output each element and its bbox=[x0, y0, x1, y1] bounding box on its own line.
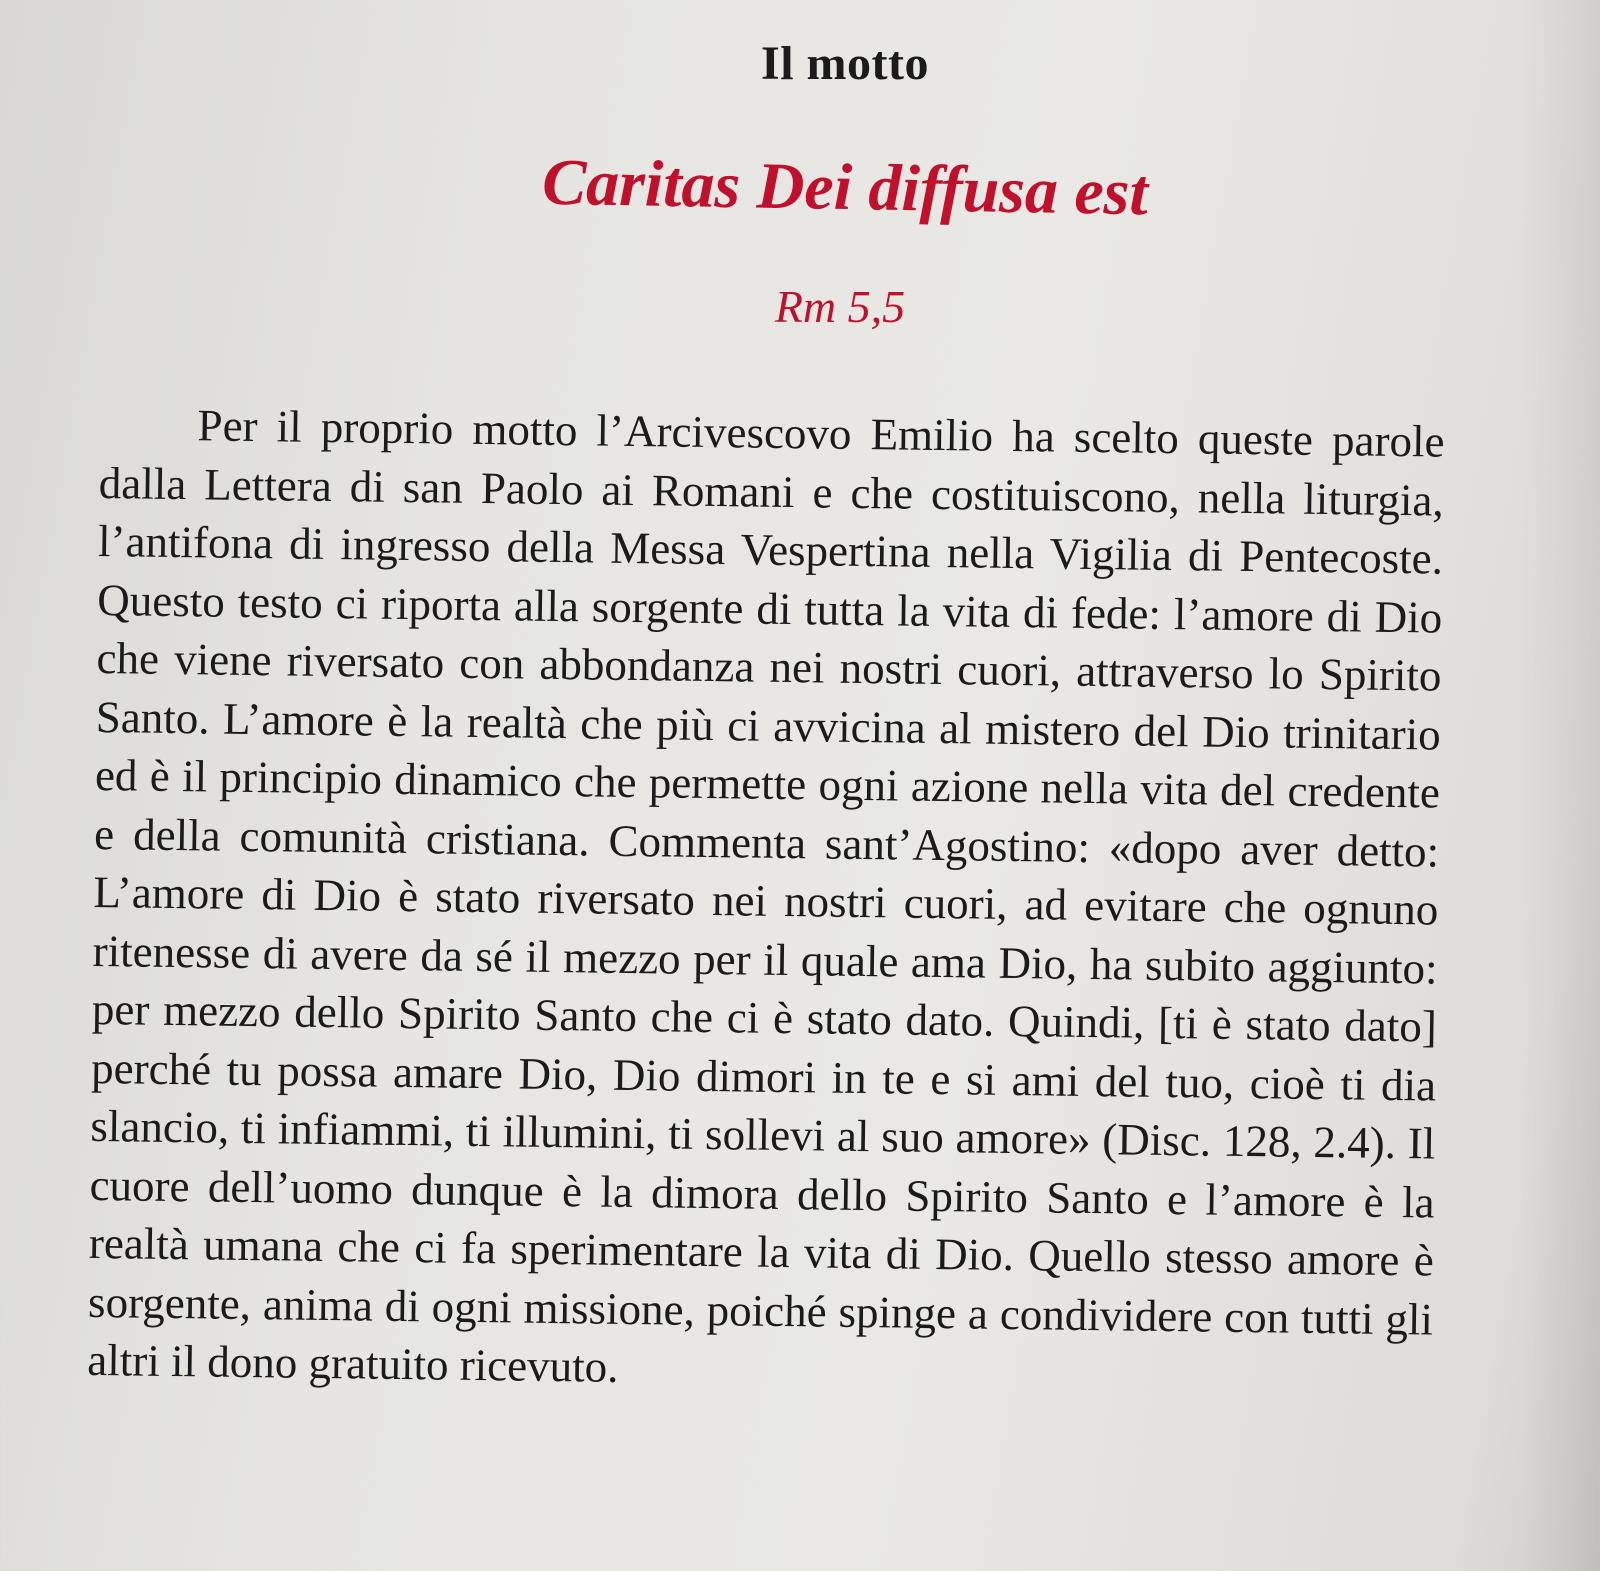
motto-title: Caritas Dei diffusa est bbox=[541, 145, 1149, 230]
scripture-reference: Rm 5,5 bbox=[774, 281, 906, 332]
section-heading: Il motto bbox=[761, 37, 929, 90]
body-paragraph: Per il proprio motto l’Arcivescovo Emilio ha scelto queste parole dalla Lettera di san Paolo ai Romani e che costituiscono, nella liturgia, l’antifona di ingresso della Messa Vespertina nella Vigilia di Pentecoste. Questo testo ci riporta alla sorgente di tutta la vita di fede: l’amore di Dio che viene riversato con abbondanza nei nostri cuori, attraverso lo Spirito Santo. L’amore è la realtà che più ci avvicina al mistero del Dio trinitario ed è il principio dinamico che permette ogni azione nella vita del credente e della comunità cristiana. Commenta sant’Agostino: «dopo aver detto: L’amore di Dio è stato riversato nei nostri cuori, ad evitare che ognuno ritenesse di avere da sé il mezzo per il quale ama Dio, ha subito aggiunto: per mezzo dello Spirito Santo che ci è stato dato. Quindi, [ti è stato dato] perché tu possa amare Dio, Dio dimori in te e si ami del tuo, cioè ti dia slancio, ti infiammi, ti illumini, ti sollevi al suo amore» (Disc. 128, 2.4). Il cuore dell’uomo dunque è la dimora dello Spirito Santo e l’amore è la realtà umana che ci fa sperimentare la vita di Dio. Quello stesso amore è sorgente, anima di ogni missione, poiché spinge a condividere con tutti gli altri il dono gratuito ricevuto. bbox=[87, 400, 1445, 1392]
